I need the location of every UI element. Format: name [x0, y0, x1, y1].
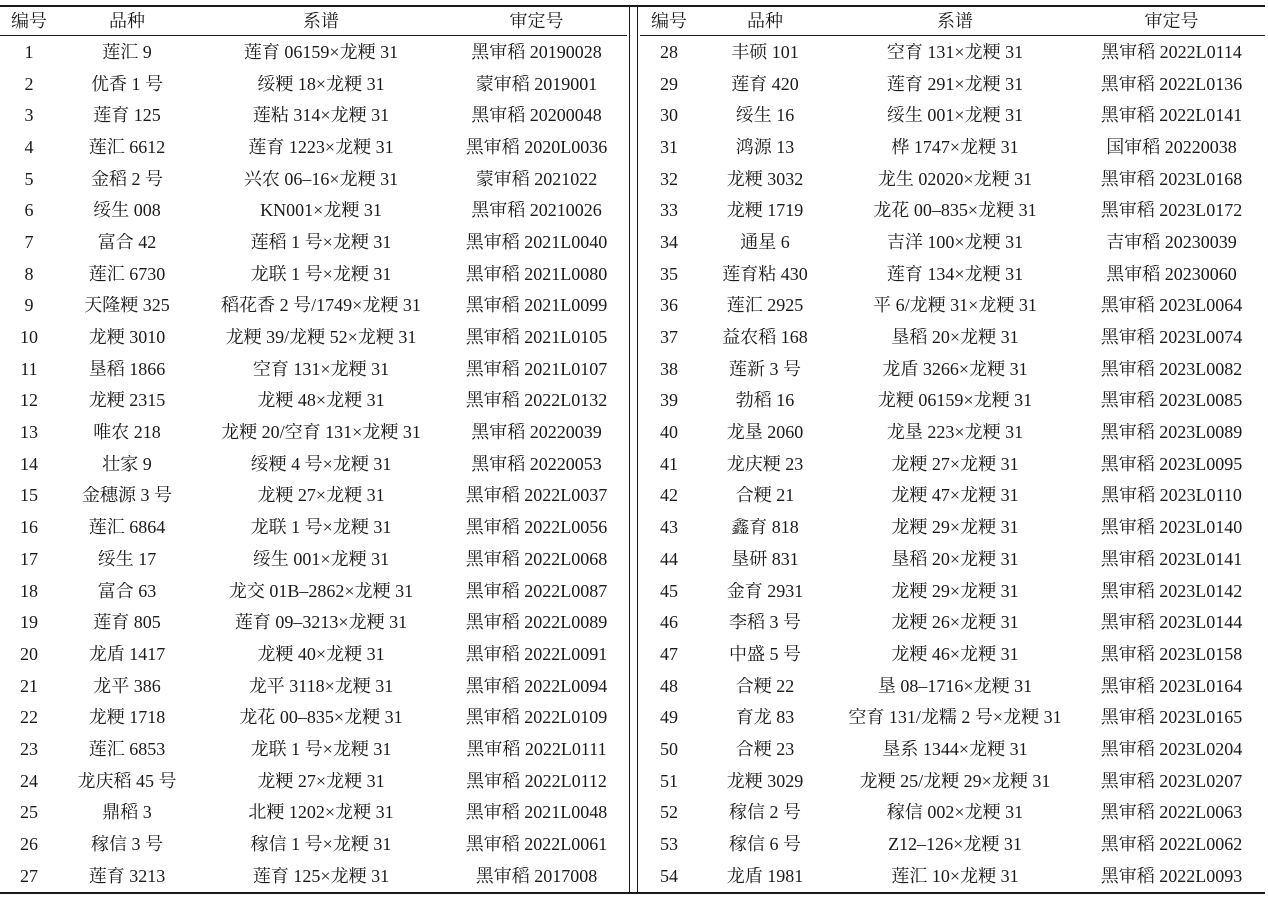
cell-variety: 莲育 420 [731, 74, 799, 93]
cell-variety: 唯农 218 [93, 423, 161, 442]
cell-number: 1 [24, 42, 34, 61]
cell-approval-number: 黑审稻 2022L0068 [465, 549, 608, 568]
cell-variety: 育龙 83 [735, 708, 795, 727]
cell-pedigree: 垦 08–1716×龙粳 31 [877, 676, 1033, 695]
table-row [640, 733, 1265, 765]
cell-number: 3 [24, 106, 34, 125]
table-row [640, 448, 1265, 480]
cell-pedigree: 桦 1747×龙粳 31 [891, 137, 1019, 156]
cell-approval-number: 黑审稻 2022L0089 [465, 613, 608, 632]
cell-approval-number: 黑审稻 2022L0093 [1100, 866, 1243, 885]
cell-number: 7 [24, 232, 34, 251]
table-row [640, 194, 1265, 226]
cell-variety: 龙粳 1719 [726, 201, 804, 220]
cell-number: 41 [660, 454, 678, 473]
cell-number: 2 [24, 74, 34, 93]
cell-pedigree: 龙交 01B–2862×龙粳 31 [228, 581, 414, 600]
cell-number: 54 [660, 866, 678, 885]
cell-pedigree: 稼信 002×龙粳 31 [886, 803, 1024, 822]
cell-variety: 稼信 2 号 [729, 803, 801, 822]
cell-approval-number: 黑审稻 2023L0144 [1100, 613, 1243, 632]
cell-approval-number: 黑审稻 2023L0082 [1100, 359, 1243, 378]
cell-variety: 益农稻 168 [722, 328, 808, 347]
cell-pedigree: 莲育 09–3213×龙粳 31 [234, 613, 408, 632]
table-row [0, 606, 627, 638]
cell-approval-number: 黑审稻 2022L0136 [1100, 74, 1243, 93]
table-header-row [0, 6, 627, 35]
cell-number: 32 [660, 169, 678, 188]
cell-pedigree: 稻花香 2 号/1749×龙粳 31 [221, 296, 421, 315]
cell-pedigree: 龙粳 27×龙粳 31 [257, 771, 385, 790]
cell-variety: 稼信 3 号 [91, 835, 163, 854]
cell-pedigree: 龙粳 29×龙粳 31 [891, 518, 1019, 537]
cell-pedigree: 龙花 00–835×龙粳 31 [239, 708, 403, 727]
table-row [0, 194, 627, 226]
cell-number: 46 [660, 613, 678, 632]
cell-number: 20 [20, 644, 38, 663]
cell-number: 12 [20, 391, 38, 410]
cell-variety: 莲汇 6864 [88, 518, 166, 537]
cell-pedigree: 垦稻 20×龙粳 31 [891, 328, 1019, 347]
header-approval-number: 审定号 [1144, 11, 1199, 30]
cell-number: 4 [24, 137, 34, 156]
cell-approval-number: 黑审稻 2023L0089 [1100, 423, 1243, 442]
table-row [640, 353, 1265, 385]
cell-pedigree: 莲育 1223×龙粳 31 [248, 137, 394, 156]
cell-number: 50 [660, 739, 678, 758]
cell-approval-number: 黑审稻 2023L0158 [1100, 644, 1243, 663]
cell-variety: 鑫育 818 [731, 518, 799, 537]
cell-variety: 龙庆稻 45 号 [77, 771, 177, 790]
cell-approval-number: 黑审稻 2023L0207 [1100, 771, 1243, 790]
cell-variety: 龙平 386 [93, 676, 161, 695]
cell-approval-number: 黑审稻 2023L0142 [1100, 581, 1243, 600]
cell-variety: 龙盾 1981 [726, 866, 804, 885]
table-row [640, 321, 1265, 353]
table-row [0, 385, 627, 417]
cell-pedigree: 龙粳 25/龙粳 29×龙粳 31 [859, 771, 1051, 790]
cell-pedigree: 平 6/龙粳 31×龙粳 31 [873, 296, 1037, 315]
table-row [640, 797, 1265, 829]
table-row [640, 290, 1265, 322]
cell-number: 43 [660, 518, 678, 537]
cell-pedigree: 绥生 001×龙粳 31 [886, 106, 1024, 125]
cell-pedigree: 北粳 1202×龙粳 31 [248, 803, 394, 822]
cell-variety: 富合 63 [97, 581, 157, 600]
cell-approval-number: 黑审稻 20200048 [471, 106, 602, 125]
cell-approval-number: 黑审稻 2023L0172 [1100, 201, 1243, 220]
cell-pedigree: 垦系 1344×龙粳 31 [882, 739, 1028, 758]
cell-approval-number: 黑审稻 2021L0105 [465, 328, 608, 347]
cell-approval-number: 黑审稻 2022L0062 [1100, 835, 1243, 854]
cell-number: 8 [24, 264, 34, 283]
cell-pedigree: 空育 131/龙糯 2 号×龙粳 31 [848, 708, 1062, 727]
header-variety: 品种 [109, 11, 145, 30]
cell-pedigree: Z12–126×龙粳 31 [888, 835, 1022, 854]
cell-approval-number: 黑审稻 2023L0095 [1100, 454, 1243, 473]
cell-variety: 天隆粳 325 [84, 296, 170, 315]
cell-number: 17 [20, 549, 38, 568]
cell-pedigree: 龙粳 20/空育 131×龙粳 31 [221, 423, 421, 442]
cell-number: 29 [660, 74, 678, 93]
cell-variety: 莲汇 9 [102, 42, 152, 61]
cell-pedigree: 垦稻 20×龙粳 31 [891, 549, 1019, 568]
cell-number: 33 [660, 201, 678, 220]
table-row [640, 511, 1265, 543]
cell-approval-number: 黑审稻 2022L0109 [465, 708, 608, 727]
cell-variety: 龙粳 3032 [726, 169, 804, 188]
cell-variety: 龙庆粳 23 [726, 454, 804, 473]
cell-pedigree: 龙平 3118×龙粳 31 [248, 676, 394, 695]
cell-number: 5 [24, 169, 34, 188]
cell-pedigree: 龙粳 48×龙粳 31 [257, 391, 385, 410]
cell-approval-number: 国审稻 20220038 [1106, 137, 1237, 156]
table-row [0, 448, 627, 480]
table-row [640, 36, 1265, 68]
bottom-rule [0, 892, 1265, 894]
cell-variety: 鼎稻 3 [102, 803, 152, 822]
table-row [640, 638, 1265, 670]
cell-number: 47 [660, 644, 678, 663]
column-divider-outer [629, 5, 630, 893]
header-variety: 品种 [747, 11, 783, 30]
cell-pedigree: 龙粳 26×龙粳 31 [891, 613, 1019, 632]
cell-number: 10 [20, 328, 38, 347]
cell-variety: 合粳 21 [735, 486, 795, 505]
cell-variety: 稼信 6 号 [729, 835, 801, 854]
cell-approval-number: 黑审稻 2023L0110 [1101, 486, 1242, 505]
table-row [640, 68, 1265, 100]
cell-number: 36 [660, 296, 678, 315]
cell-variety: 莲汇 6853 [88, 739, 166, 758]
cell-number: 42 [660, 486, 678, 505]
cell-variety: 莲新 3 号 [729, 359, 801, 378]
cell-pedigree: 空育 131×龙粳 31 [252, 359, 390, 378]
cell-variety: 绥生 008 [93, 201, 161, 220]
cell-variety: 龙垦 2060 [726, 423, 804, 442]
cell-pedigree: 龙生 02020×龙粳 31 [877, 169, 1033, 188]
table-row [0, 480, 627, 512]
cell-variety: 中盛 5 号 [729, 644, 801, 663]
table-row [0, 638, 627, 670]
cell-approval-number: 黑审稻 20220053 [471, 454, 602, 473]
cell-pedigree: 绥生 001×龙粳 31 [252, 549, 390, 568]
table-row [0, 733, 627, 765]
cell-approval-number: 黑审稻 2021L0048 [465, 803, 608, 822]
table-row [0, 258, 627, 290]
cell-pedigree: 龙粳 06159×龙粳 31 [877, 391, 1033, 410]
cell-pedigree: 空育 131×龙粳 31 [886, 42, 1024, 61]
table-row [640, 163, 1265, 195]
cell-variety: 垦研 831 [731, 549, 799, 568]
cell-variety: 龙粳 3029 [726, 771, 804, 790]
table-row [0, 353, 627, 385]
cell-number: 27 [20, 866, 38, 885]
cell-number: 53 [660, 835, 678, 854]
cell-pedigree: 莲汇 10×龙粳 31 [891, 866, 1019, 885]
cell-variety: 龙粳 1718 [88, 708, 166, 727]
cell-pedigree: 龙粳 46×龙粳 31 [891, 644, 1019, 663]
table-row [0, 226, 627, 258]
cell-number: 19 [20, 613, 38, 632]
cell-number: 26 [20, 835, 38, 854]
cell-approval-number: 黑审稻 2023L0168 [1100, 169, 1243, 188]
cell-approval-number: 黑审稻 20230060 [1106, 264, 1237, 283]
cell-number: 16 [20, 518, 38, 537]
cell-approval-number: 黑审稻 2023L0085 [1100, 391, 1243, 410]
table-row [640, 765, 1265, 797]
cell-approval-number: 黑审稻 2022L0112 [466, 771, 607, 790]
cell-pedigree: 龙粳 39/龙粳 52×龙粳 31 [225, 328, 417, 347]
cell-pedigree: 莲育 134×龙粳 31 [886, 264, 1024, 283]
cell-pedigree: 稼信 1 号×龙粳 31 [250, 835, 392, 854]
cell-pedigree: 龙花 00–835×龙粳 31 [873, 201, 1037, 220]
table-row [640, 226, 1265, 258]
table-row [640, 258, 1265, 290]
cell-number: 37 [660, 328, 678, 347]
table-row [640, 131, 1265, 163]
cell-variety: 优香 1 号 [91, 74, 163, 93]
cell-pedigree: 龙粳 40×龙粳 31 [257, 644, 385, 663]
cell-pedigree: 龙粳 27×龙粳 31 [257, 486, 385, 505]
cell-variety: 龙粳 2315 [88, 391, 166, 410]
cell-number: 35 [660, 264, 678, 283]
cell-variety: 鸿源 13 [735, 137, 795, 156]
cell-approval-number: 黑审稻 2023L0064 [1100, 296, 1243, 315]
table-row [640, 701, 1265, 733]
cell-pedigree: 龙联 1 号×龙粳 31 [250, 739, 392, 758]
cell-pedigree: 龙盾 3266×龙粳 31 [882, 359, 1028, 378]
table-row [640, 385, 1265, 417]
cell-number: 39 [660, 391, 678, 410]
cell-pedigree: 龙粳 29×龙粳 31 [891, 581, 1019, 600]
cell-number: 9 [24, 296, 34, 315]
cell-variety: 莲育 3213 [88, 866, 166, 885]
table-row [0, 290, 627, 322]
table-row [640, 828, 1265, 860]
cell-variety: 勃稻 16 [735, 391, 795, 410]
table-row [0, 416, 627, 448]
cell-variety: 通星 6 [740, 232, 790, 251]
table-row [640, 575, 1265, 607]
table-row [0, 828, 627, 860]
cell-approval-number: 黑审稻 2021L0099 [465, 296, 608, 315]
table-left-half [0, 6, 627, 892]
cell-number: 40 [660, 423, 678, 442]
cell-number: 30 [660, 106, 678, 125]
cell-number: 22 [20, 708, 38, 727]
cell-number: 13 [20, 423, 38, 442]
cell-variety: 莲育粘 430 [722, 264, 808, 283]
cell-number: 44 [660, 549, 678, 568]
table-row [0, 163, 627, 195]
cell-approval-number: 黑审稻 2023L0140 [1100, 518, 1243, 537]
cell-number: 11 [20, 359, 38, 378]
cell-number: 21 [20, 676, 38, 695]
cell-number: 51 [660, 771, 678, 790]
cell-variety: 金育 2931 [726, 581, 804, 600]
cell-pedigree: 龙垦 223×龙粳 31 [886, 423, 1024, 442]
cell-approval-number: 黑审稻 2017008 [475, 866, 598, 885]
table-row [0, 543, 627, 575]
table-row [0, 321, 627, 353]
table-row [0, 670, 627, 702]
cell-approval-number: 黑审稻 2023L0165 [1100, 708, 1243, 727]
cell-approval-number: 黑审稻 2023L0204 [1100, 739, 1243, 758]
cell-variety: 莲育 805 [93, 613, 161, 632]
cell-approval-number: 黑审稻 2021L0107 [465, 359, 608, 378]
table-body [640, 36, 1265, 892]
table-row [0, 99, 627, 131]
cell-variety: 莲汇 2925 [726, 296, 804, 315]
cell-approval-number: 黑审稻 2022L0061 [465, 835, 608, 854]
cell-pedigree: 莲育 125×龙粳 31 [252, 866, 390, 885]
cell-number: 45 [660, 581, 678, 600]
header-number: 编号 [11, 11, 47, 30]
cell-approval-number: 黑审稻 2022L0087 [465, 581, 608, 600]
cell-number: 48 [660, 676, 678, 695]
cell-pedigree: 吉洋 100×龙粳 31 [886, 232, 1024, 251]
table-row [640, 416, 1265, 448]
cell-pedigree: 龙粳 47×龙粳 31 [891, 486, 1019, 505]
cell-approval-number: 黑审稻 2020L0036 [465, 137, 608, 156]
table-row [640, 543, 1265, 575]
cell-number: 34 [660, 232, 678, 251]
header-number: 编号 [651, 11, 687, 30]
cell-approval-number: 黑审稻 2022L0056 [465, 518, 608, 537]
table-row [640, 670, 1265, 702]
cell-number: 18 [20, 581, 38, 600]
table-row [0, 575, 627, 607]
cell-pedigree: 莲稻 1 号×龙粳 31 [250, 232, 392, 251]
cell-approval-number: 黑审稻 2022L0111 [466, 739, 607, 758]
cell-variety: 龙粳 3010 [88, 328, 166, 347]
header-pedigree: 系谱 [303, 11, 339, 30]
cell-pedigree: 龙联 1 号×龙粳 31 [250, 264, 392, 283]
cell-number: 52 [660, 803, 678, 822]
cell-pedigree: 龙联 1 号×龙粳 31 [250, 518, 392, 537]
table-body [0, 36, 627, 892]
cell-approval-number: 黑审稻 20190028 [471, 42, 602, 61]
table-row [0, 511, 627, 543]
cell-number: 14 [20, 454, 38, 473]
cell-pedigree: 莲育 291×龙粳 31 [886, 74, 1024, 93]
cell-number: 23 [20, 739, 38, 758]
table-row [0, 797, 627, 829]
table-header-row [640, 6, 1265, 35]
cell-variety: 丰硕 101 [731, 42, 799, 61]
cell-pedigree: 兴农 06–16×龙粳 31 [243, 169, 399, 188]
cell-approval-number: 黑审稻 2022L0063 [1100, 803, 1243, 822]
cell-pedigree: 莲育 06159×龙粳 31 [243, 42, 399, 61]
column-divider-inner [637, 5, 638, 893]
cell-approval-number: 黑审稻 2022L0132 [465, 391, 608, 410]
cell-approval-number: 黑审稻 2023L0074 [1100, 328, 1243, 347]
cell-approval-number: 黑审稻 2022L0114 [1101, 42, 1242, 61]
cell-pedigree: 龙粳 27×龙粳 31 [891, 454, 1019, 473]
cell-approval-number: 黑审稻 2022L0094 [465, 676, 608, 695]
cell-number: 15 [20, 486, 38, 505]
cell-approval-number: 黑审稻 2023L0141 [1100, 549, 1243, 568]
table-row [0, 131, 627, 163]
cell-pedigree: KN001×龙粳 31 [260, 201, 382, 220]
cell-number: 31 [660, 137, 678, 156]
table-row [0, 36, 627, 68]
cell-variety: 绥生 17 [97, 549, 157, 568]
cell-approval-number: 黑审稻 2021L0080 [465, 264, 608, 283]
cell-approval-number: 黑审稻 2021L0040 [465, 232, 608, 251]
table-row [640, 606, 1265, 638]
cell-variety: 龙盾 1417 [88, 644, 166, 663]
cell-variety: 金穗源 3 号 [82, 486, 172, 505]
cell-number: 24 [20, 771, 38, 790]
cell-variety: 合粳 22 [735, 676, 795, 695]
cell-approval-number: 黑审稻 2022L0037 [465, 486, 608, 505]
cell-pedigree: 绥粳 4 号×龙粳 31 [250, 454, 392, 473]
cell-approval-number: 蒙审稻 2019001 [475, 74, 598, 93]
cell-number: 28 [660, 42, 678, 61]
cell-approval-number: 黑审稻 20210026 [471, 201, 602, 220]
cell-number: 38 [660, 359, 678, 378]
cell-variety: 垦稻 1866 [88, 359, 166, 378]
cell-approval-number: 蒙审稻 2021022 [475, 169, 598, 188]
table-row [0, 68, 627, 100]
table-row [0, 701, 627, 733]
cell-approval-number: 黑审稻 2022L0091 [465, 644, 608, 663]
cell-variety: 莲育 125 [93, 106, 161, 125]
cell-approval-number: 黑审稻 2022L0141 [1100, 106, 1243, 125]
cell-variety: 金稻 2 号 [91, 169, 163, 188]
cell-pedigree: 绥粳 18×龙粳 31 [257, 74, 385, 93]
table-row [640, 480, 1265, 512]
cell-variety: 富合 42 [97, 232, 157, 251]
cell-number: 49 [660, 708, 678, 727]
cell-approval-number: 黑审稻 2023L0164 [1100, 676, 1243, 695]
cell-number: 6 [24, 201, 34, 220]
table-row [640, 860, 1265, 892]
cell-pedigree: 莲粘 314×龙粳 31 [252, 106, 390, 125]
table-row [0, 765, 627, 797]
table-row [0, 860, 627, 892]
cell-approval-number: 黑审稻 20220039 [471, 423, 602, 442]
header-pedigree: 系谱 [937, 11, 973, 30]
cell-variety: 莲汇 6730 [88, 264, 166, 283]
cell-variety: 绥生 16 [735, 106, 795, 125]
table-row [640, 99, 1265, 131]
header-approval-number: 审定号 [509, 11, 564, 30]
cell-variety: 莲汇 6612 [88, 137, 166, 156]
cell-variety: 李稻 3 号 [729, 613, 801, 632]
table-right-half [640, 6, 1265, 892]
cell-number: 25 [20, 803, 38, 822]
cell-approval-number: 吉审稻 20230039 [1106, 232, 1237, 251]
cell-variety: 壮家 9 [102, 454, 152, 473]
cell-variety: 合粳 23 [735, 739, 795, 758]
